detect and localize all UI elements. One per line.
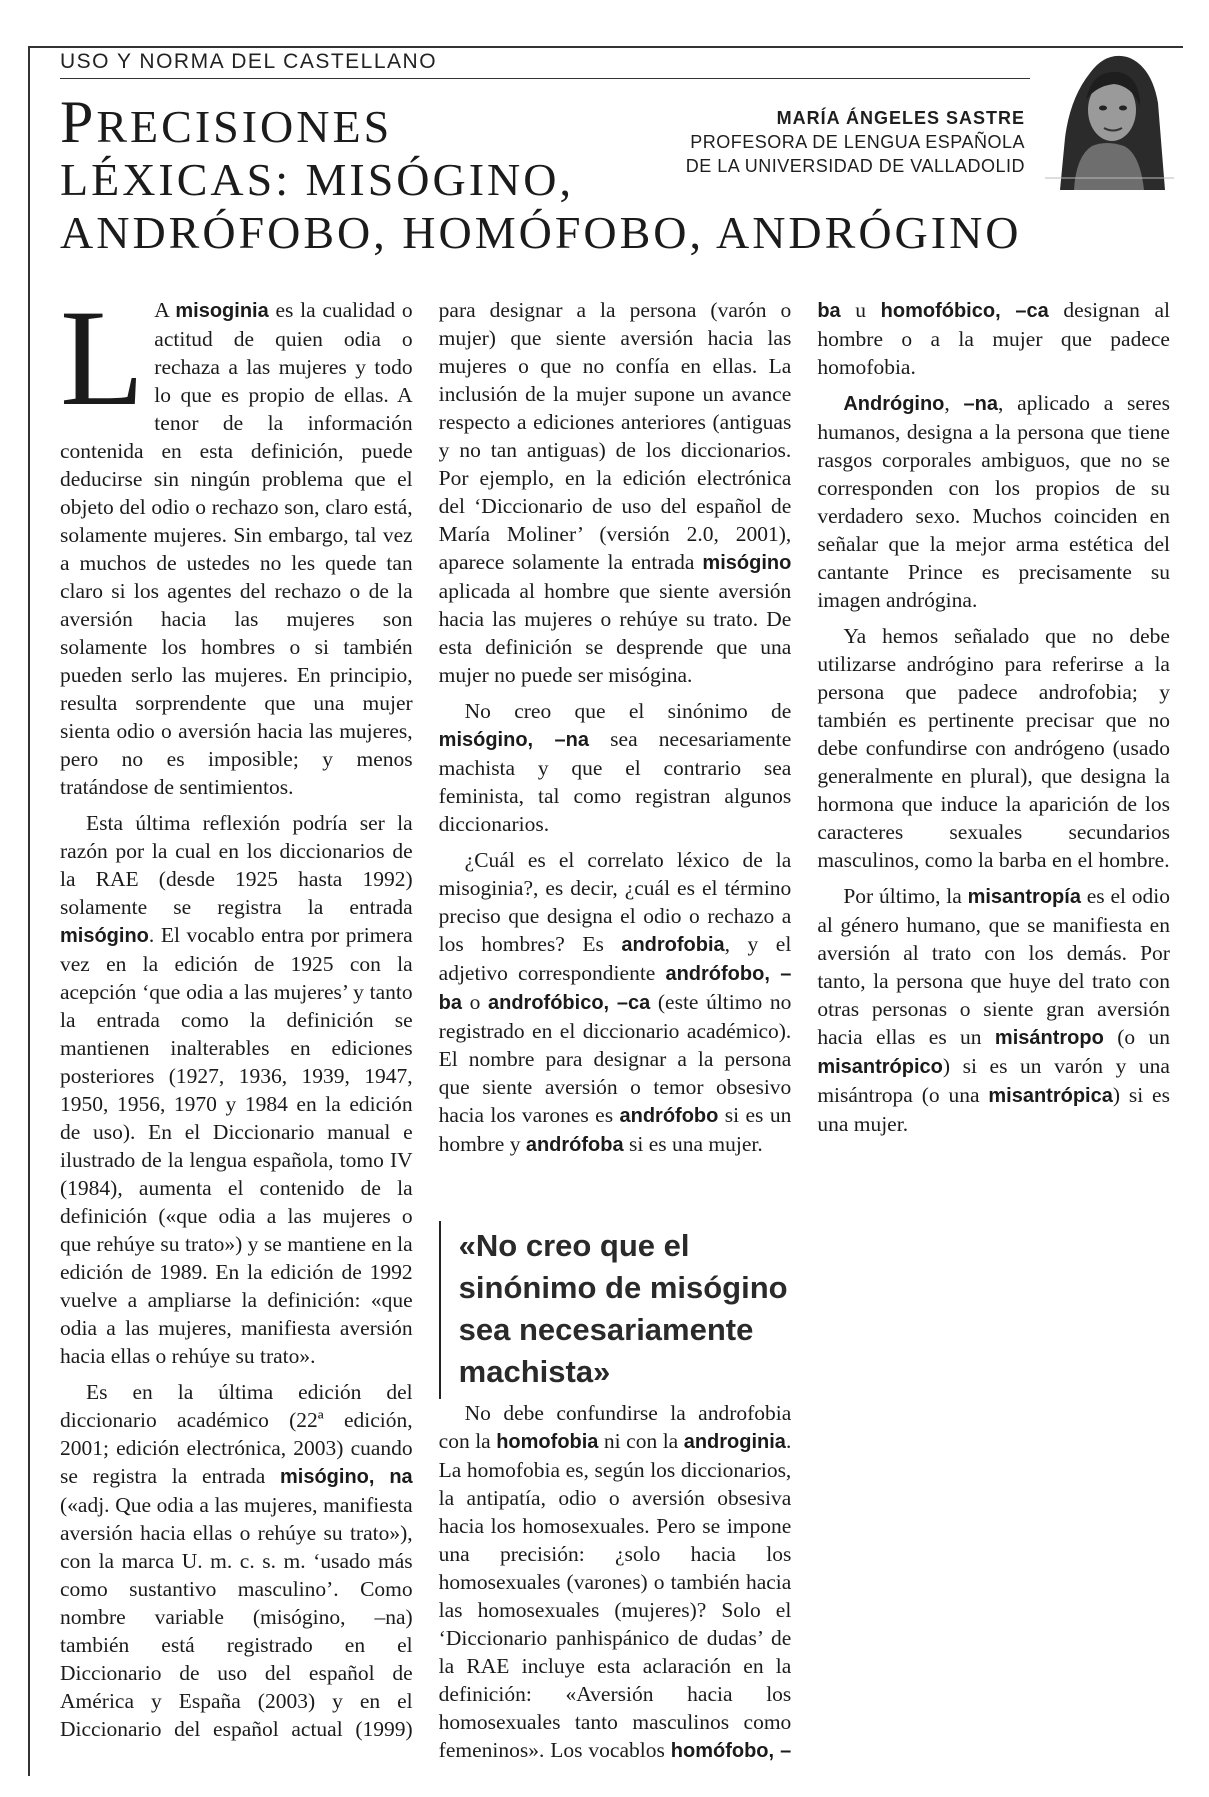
author-role-1: PROFESORA DE LENGUA ESPAÑOLA bbox=[690, 132, 1025, 152]
term: misantrópica bbox=[988, 1085, 1113, 1107]
term: androginia bbox=[683, 1431, 786, 1453]
term: andrófobo, –ba bbox=[438, 963, 792, 1014]
term: misógino, –na bbox=[438, 729, 589, 751]
term: androfóbico, –ca bbox=[487, 992, 651, 1014]
term: misógino bbox=[702, 552, 792, 574]
author-byline bbox=[686, 106, 1025, 178]
term: Andrógino bbox=[843, 393, 945, 415]
paragraph-7: Andrógino, –na, aplicado a seres humanos, designa a la persona que tiene rasgos corporales ambiguos, que no se corresponden con los propios de su verdadero sexo. Muchos coinciden en señalar que la mejor arma estética del cantante Prince es precisamente su imagen andrógina. bbox=[817, 391, 1170, 612]
paragraph-1: L A misoginia es la cualidad o actitud de quien odia o rechaza a las mujeres y todo lo que es propio de ellas. A tenor de la información contenida en esta definición, puede deducirse sin ningún problema que el objeto del odio o rechazo son, claro está, solamente mujeres. Sin embargo, tal vez a muchos de ustedes no les quede tan claro si los agentes del rechazo o de la aversión hacia las mujeres son solamente los hombres o si también pueden serlo las mujeres. En principio, resulta sorprendente que una mujer sienta odio o aversión hacia las mujeres, pero no es imposible; y menos tratándose de sentimientos. bbox=[60, 281, 413, 799]
term: –na bbox=[963, 393, 998, 415]
headline-initial: P bbox=[60, 89, 97, 155]
term: androfobia bbox=[621, 934, 725, 956]
pull-quote: «No creo que el sinónimo de misógino sea necesariamente machista» bbox=[439, 1221, 792, 1399]
term: misantrópico bbox=[817, 1056, 943, 1078]
article-body bbox=[60, 281, 1170, 1766]
term: homofobia bbox=[496, 1431, 599, 1453]
paragraph-3: Es en la última edición del diccionario académico (22ª edición, 2001; edición electrónica, 2003) cuando se registra la entrada misógino, na («adj. Que odia a las mujeres, manifiesta aversión hacia ellas o rehúye su trato»), con la marca U. m. c. s. m. ‘usado más como sustantivo masculino’. Como nombre variable (misógino, –na) también está registrado en el Diccionario de uso del español de América y España (2003) y en el Diccionario del español actual (1999) para designar a la persona (varón o mujer) que siente aversión hacia las mujeres o que no confía en ellas. La inclusión de la mujer supone un avance respecto a ediciones anteriores (antiguas y no tan antiguas) de los diccionarios. Por ejemplo, en la edición electrónica del ‘Diccionario de uso del español de María Moliner’ (versión 2.0, 2001), aparece solamente la entrada misógino aplicada al hombre que siente aversión hacia las mujeres o rehúye su trato. De esta definición se desprende que una mujer no puede ser misógina. bbox=[60, 298, 792, 1741]
paragraph-6: No debe confundirse la androfobia con la homofobia ni con la androginia. La homofobia es, según los diccionarios, la antipatía, odio o aversión obsesiva hacia los homosexuales. Pero se impone una precisión: ¿solo hacia los homosexuales (varones) o también hacia las homosexuales (mujeres)? Solo el ‘Diccionario panhispánico de dudas’ de la RAE incluye esta aclaración en la definición: «Aversión hacia los homosexuales tanto masculinos como femeninos». Los vocablos homófobo, –ba u homofóbico, –ca designan al hombre o a la mujer que padece homofobia. bbox=[438, 298, 1170, 1762]
paragraph-9: Por último, la misantropía es el odio al género humano, que se manifiesta en aversión al trato con los demás. Por tanto, la persona que huye del trato con otras personas o siente gran aversión hacia ellas es un misántropo (o un misantrópico) si es un varón y una misántropa (o una misantrópica) si es una mujer. bbox=[817, 884, 1170, 1136]
term: homófobo, –ba bbox=[670, 300, 841, 1762]
term: misantropía bbox=[967, 886, 1081, 908]
term: misoginia bbox=[175, 300, 269, 322]
headline-line-1: RECISIONES bbox=[96, 101, 393, 152]
term: misántropo bbox=[994, 1027, 1104, 1049]
paragraph-2: Esta última reflexión podría ser la razón por la cual en los diccionarios de la RAE (desde 1925 hasta 1992) solamente se registra la entrada misógino. El vocablo entra por primera vez en la edición de 1925 con la acepción ‘que odia a las mujeres’ y tanto la entrada como la definición se mantienen inalterables en ediciones posteriores (1927, 1936, 1939, 1947, 1950, 1956, 1970 y 1984 en la edición de uso). En el Diccionario manual e ilustrado de la lengua española, tomo IV (1984), aumenta el contenido de la definición («que odia a las mujeres o que rehúye su trato») y se mantiene en la edición de 1989. En la edición de 1992 vuelve a ampliarse la definición: «que odia a las mujeres, manifiesta aversión hacia ellas o rehúye su trato». bbox=[60, 811, 413, 1368]
section-rule bbox=[60, 78, 1030, 79]
paragraph-4: No creo que el sinónimo de misógino, –na sea necesariamente machista y que el contrario sea feminista, tal como registran algunos diccionarios. bbox=[438, 699, 792, 836]
term: misógino bbox=[60, 925, 149, 947]
section-tag: USO Y NORMA DEL CASTELLANO bbox=[60, 50, 438, 73]
term: andrófoba bbox=[525, 1134, 624, 1156]
term: homofóbico, –ca bbox=[880, 300, 1049, 322]
author-portrait bbox=[1040, 28, 1174, 190]
term: andrófobo bbox=[619, 1105, 719, 1127]
drop-cap: L bbox=[60, 281, 145, 434]
paragraph-5: ¿Cuál es el correlato léxico de la misoginia?, es decir, ¿cuál es el término preciso que designa el odio o rechazo a los hombres? Es androfobia, y el adjetivo correspondiente andrófobo, –ba o androfóbico, –ca (este último no registrado en el diccionario académico). El nombre para designar a la persona que siente aversión o temor obsesivo hacia los varones es andrófobo si es un hombre y andrófoba si es una mujer. bbox=[438, 848, 792, 1156]
headline-line-2: LÉXICAS: MISÓGINO, bbox=[60, 154, 574, 205]
author-name: MARÍA ÁNGELES SASTRE bbox=[776, 108, 1025, 128]
author-role-2: DE LA UNIVERSIDAD DE VALLADOLID bbox=[685, 156, 1025, 176]
paragraph-8: Ya hemos señalado que no debe utilizarse andrógino para referirse a la persona que padece androfobia; y también es pertinente precisar que no debe confundirse con andrógeno (usado generalmente en plural), que designa la hormona que induce la aparición de los caracteres sexuales secundarios masculinos, como la barba en el hombre. bbox=[817, 624, 1170, 872]
term: misógino, na bbox=[279, 1466, 413, 1488]
headline-line-3: ANDRÓFOBO, HOMÓFOBO, ANDRÓGINO bbox=[60, 207, 1022, 258]
